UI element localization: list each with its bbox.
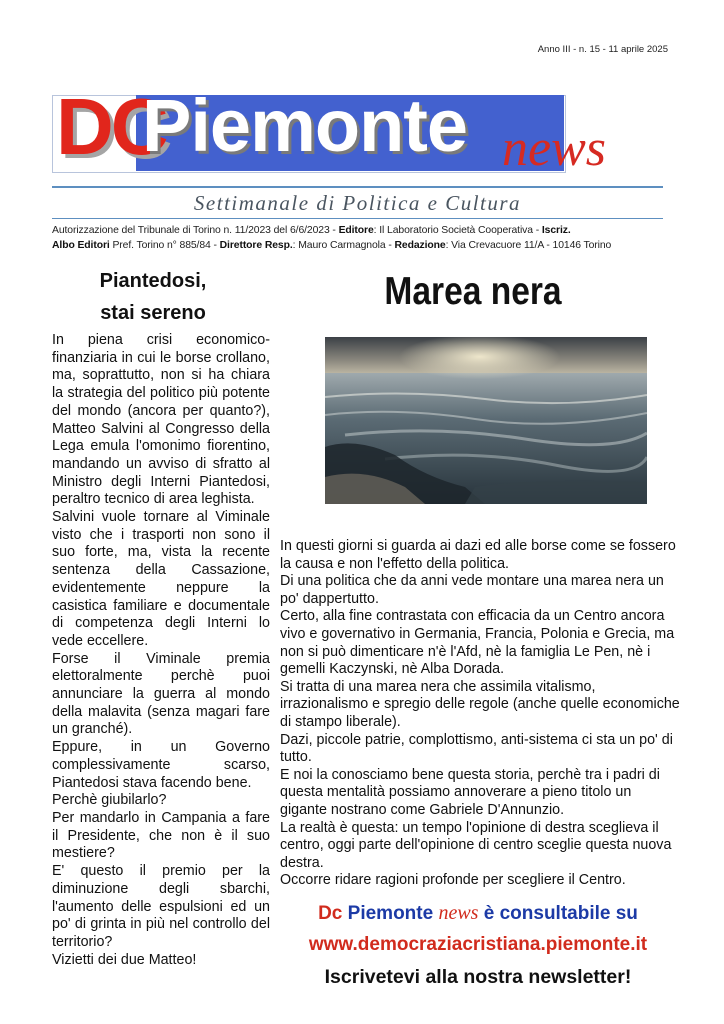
masthead-rule-top [52, 186, 663, 188]
tagline: Settimanale di Politica e Cultura [193, 191, 522, 215]
paragraph: In piena crisi economico-finanziaria in cui le borse crollano, ma, soprattutto, non si ha chiara la strategia del politico più potente del mondo (ancora per quanto?), Matteo Salvini al Congresso della Lega emula l'omonimo fiorentino, mandando un avviso di sfratto al Ministro degli Interni Piantedosi, peraltro tecnico di area leghista. [52, 332, 270, 508]
paragraph: In questi giorni si guarda ai dazi ed alle borse come se fossero la causa e non l'effetto della politica. [280, 538, 676, 572]
left-article-title: Piantedosi, stai sereno [99, 270, 207, 324]
right-article-title: Marea nera [384, 270, 562, 313]
paragraph: Per mandarlo in Campania a fare il Presidente, che non è il suo mestiere? [52, 809, 270, 862]
left-article-body [52, 332, 270, 969]
paragraph: Vizietti dei due Matteo! [52, 951, 197, 968]
paragraph: Dazi, piccole patrie, complottismo, anti-sistema ci sta un po' di tutto. [280, 731, 673, 766]
legal-notice [52, 223, 668, 253]
paragraph: Perchè giubilarlo? [52, 792, 167, 809]
paragraph: E' questo il premio per la diminuzione degli sbarchi, l'aumento delle espulsioni ed un po' di grinta in più nel controllo del territorio? [52, 863, 270, 950]
paragraph: Occorre ridare ragioni profonde per scegliere il Centro. [280, 872, 626, 889]
right-article-body [280, 538, 680, 890]
website-link[interactable]: www.democraziacristiana.piemonte.it [308, 934, 648, 955]
masthead-logo [52, 82, 662, 183]
legal-line-1: Autorizzazione del Tribunale di Torino n. 11/2023 del 6/6/2023 - Editore: Il Laboratorio Società Cooperativa - Iscriz. [52, 225, 571, 236]
paragraph: Eppure, in un Governo complessivamente scarso, Piantedosi stava facendo bene. [52, 739, 270, 791]
sea-photo [325, 337, 647, 504]
paragraph: E noi la conosciamo bene questa storia, perchè tra i padri di questa mentalità possiamo annoverare a pieno titolo un gigante nostrano come Gabriele D'Annunzio. [280, 766, 660, 818]
logo-piemonte: Piemonte [142, 84, 468, 167]
newsletter-callout: Iscrivetevi alla nostra newsletter! [324, 966, 632, 988]
paragraph: Si tratta di una marea nera che assimila vitalismo, irrazionalismo e spregio delle regole (anche quelle economiche di stampo liberale). [280, 678, 680, 730]
promo-line-1: Dc Piemonte news è consultabile su [318, 902, 638, 924]
issue-info: Anno III - n. 15 - 11 aprile 2025 [537, 44, 668, 55]
paragraph: Certo, alla fine contrastata con efficacia da un Centro ancora vivo e governativo in Germania, Francia, Polonia e Grecia, ma non si può dimenticare n'è l'Afd, nè la famiglia Le Pen, nè i gemelli Kaczynski, nè Alba Dorada. [280, 608, 675, 678]
paragraph: Di una politica che da anni vede montare una marea nera un po' dappertutto. [280, 573, 664, 607]
legal-line-2: Albo Editori Pref. Torino n° 885/84 - Direttore Resp.: Mauro Carmagnola - Redazione: Via Crevacuore 11/A - 10146 Torino [52, 240, 612, 251]
paragraph: Salvini vuole tornare al Viminale visto che i trasporti non sono il suo forte, ma, vista la recente sentenza della Cassazione, evidentemente neppure la casistica familiare e documentale di competenza degli Interni lo vede eccellere. [52, 509, 270, 649]
paragraph: Forse il Viminale premia elettoralmente perchè puoi annunciare la guerra al mondo della malavita (senza magari fare un granché). [52, 650, 270, 738]
paragraph: La realtà è questa: un tempo l'opinione di destra sceglieva il centro, oggi parte dell'opinione di centro sceglie questa nuova destra. [280, 819, 672, 871]
masthead-rule-bottom [52, 218, 663, 219]
logo-news: news [502, 120, 606, 177]
promo-box [270, 898, 686, 993]
logo-dc: DC [56, 82, 166, 171]
